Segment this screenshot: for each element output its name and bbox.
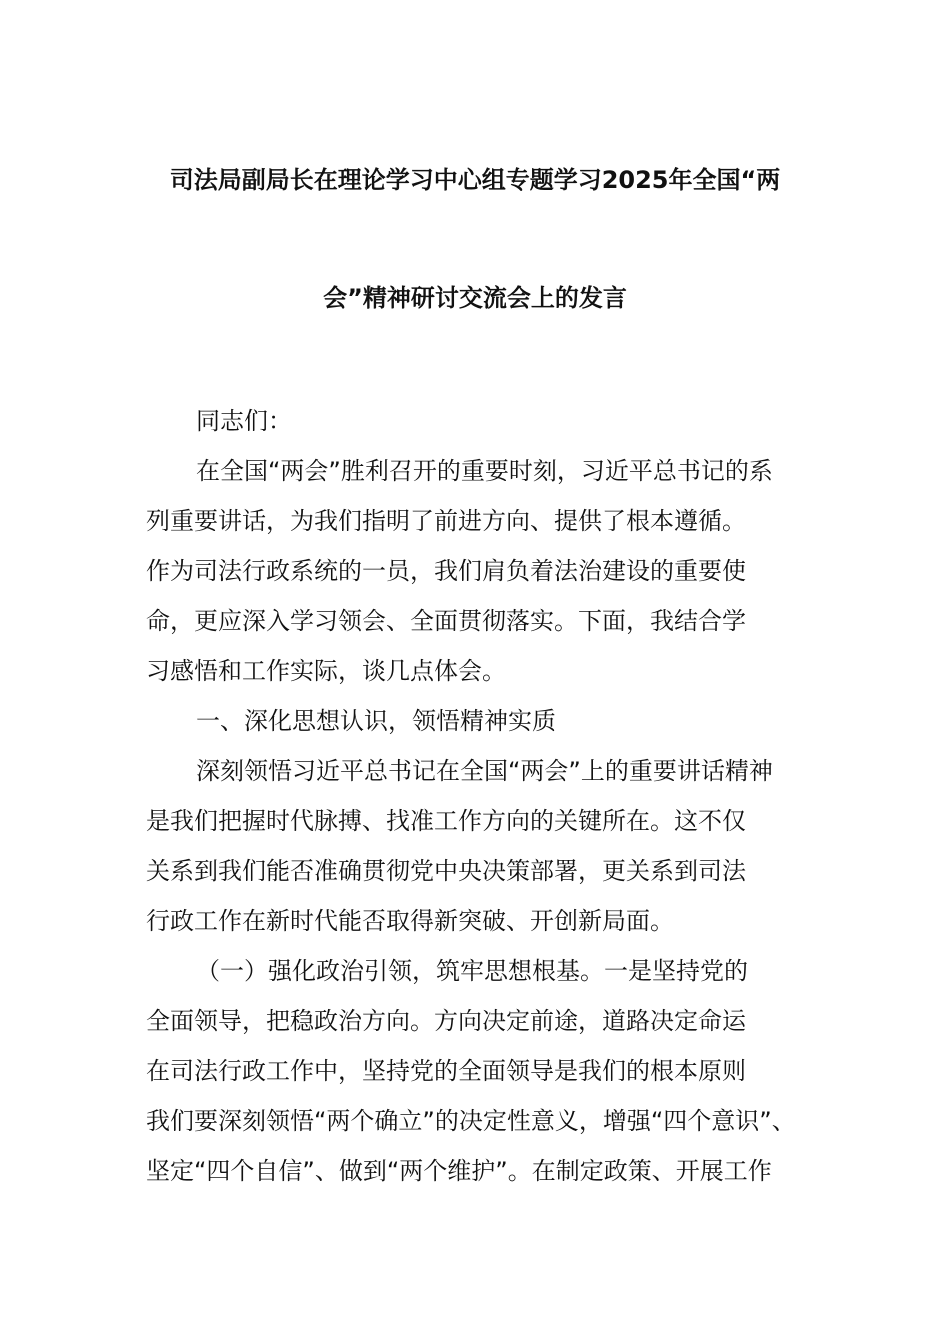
body-line: 坚定“四个自信”、做到“两个维护”。在制定政策、开展工作	[146, 1157, 772, 1185]
body-line: 命，更应深入学习领会、全面贯彻落实。下面，我结合学	[146, 607, 746, 635]
body-line: 是我们把握时代脉搏、找准工作方向的关键所在。这不仅	[146, 807, 746, 835]
body-line: 全面领导，把稳政治方向。方向决定前途，道路决定命运	[146, 1007, 746, 1035]
body-line: 行政工作在新时代能否取得新突破、开创新局面。	[146, 907, 674, 935]
body-line: 深刻领悟习近平总书记在全国“两会”上的重要讲话精神	[196, 757, 773, 785]
body-line: 习感悟和工作实际，谈几点体会。	[146, 657, 506, 685]
document-title-line-1: 司法局副局长在理论学习中心组专题学习2025年全国“两	[169, 166, 781, 194]
section-heading: 一、深化思想认识，领悟精神实质	[196, 707, 556, 735]
body-line: 在司法行政工作中，坚持党的全面领导是我们的根本原则	[146, 1057, 746, 1085]
document-title-line-2: 会”精神研讨交流会上的发言	[323, 284, 627, 312]
body-line: 我们要深刻领悟“两个确立”的决定性意义，增强“四个意识”、	[146, 1107, 796, 1135]
body-line: 作为司法行政系统的一员，我们肩负着法治建设的重要使	[146, 557, 746, 585]
body-line: 在全国“两会”胜利召开的重要时刻，习近平总书记的系	[196, 457, 773, 485]
subsection-heading-line: （一）强化政治引领，筑牢思想根基。一是坚持党的	[196, 957, 748, 985]
body-line: 关系到我们能否准确贯彻党中央决策部署，更关系到司法	[146, 857, 746, 885]
salutation: 同志们：	[196, 407, 292, 435]
body-line: 列重要讲话，为我们指明了前进方向、提供了根本遵循。	[146, 507, 746, 535]
